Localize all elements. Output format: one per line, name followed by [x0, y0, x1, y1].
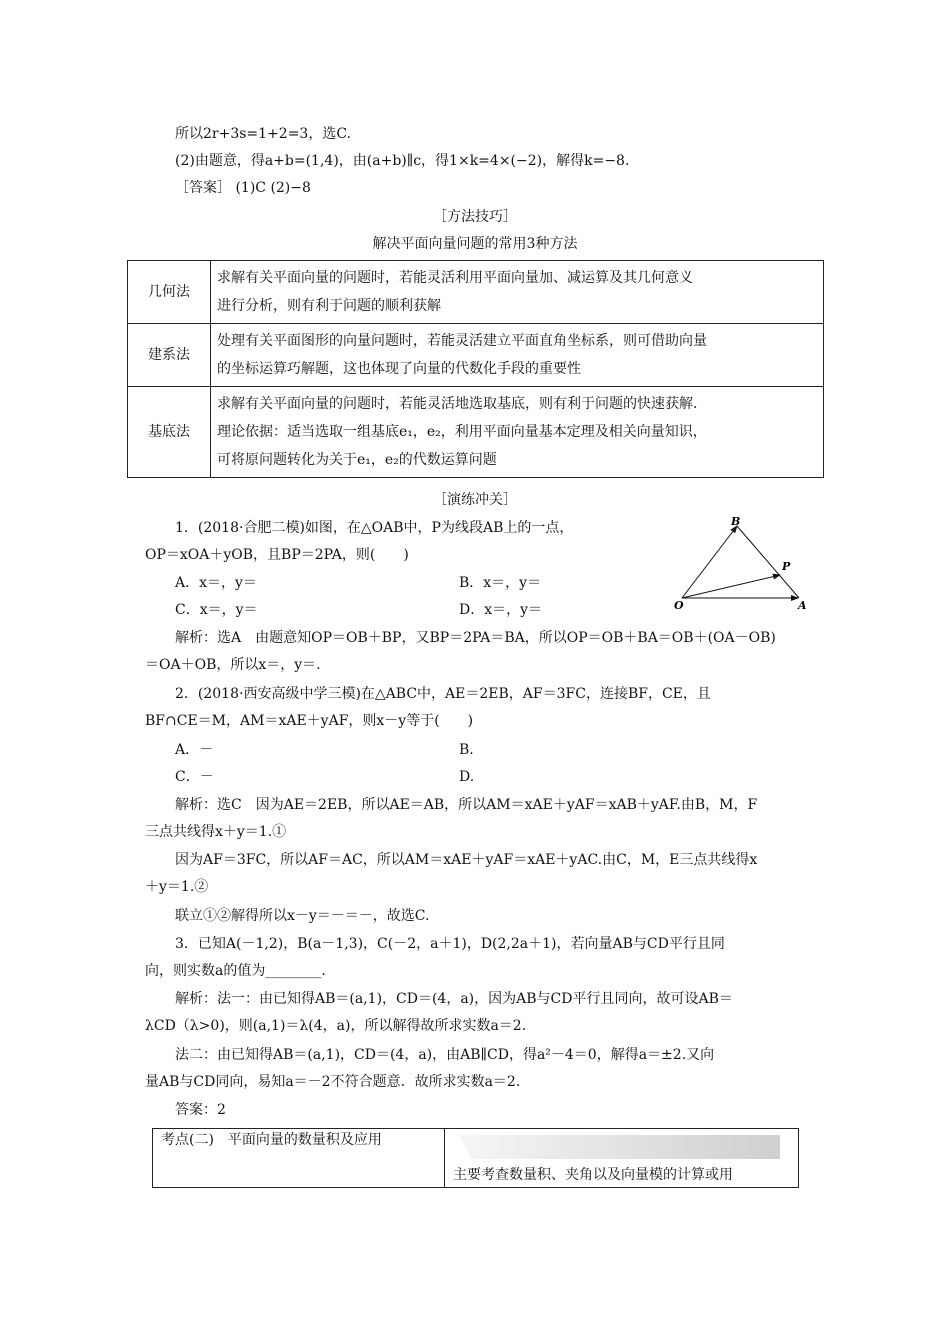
q3-solution: 法二：由已知得AB＝(a,1)，CD＝(4，a)，由AB∥CD，得a²－4＝0，解得a＝±2.又向: [175, 1047, 715, 1063]
practice-header: ［演练冲关］: [433, 492, 517, 508]
q3-solution: 解析：法一：由已知得AB＝(a,1)，CD＝(4，a)，因为AB与CD平行且同向，故可设AB＝: [175, 991, 733, 1007]
table-row: [128, 387, 824, 478]
table-row: [153, 1129, 799, 1188]
table-row: [128, 324, 824, 387]
kaodian-title: 考点(二) 平面向量的数量积及应用: [153, 1129, 445, 1188]
label-b: B: [731, 515, 741, 528]
desc-line: 的坐标运算巧解题，这也体现了向量的代数化手段的重要性: [217, 361, 581, 377]
q1-option-b: B．x＝，y＝: [459, 575, 542, 591]
q1-option-a: A．x＝，y＝: [175, 575, 257, 591]
q1-option-c: C．x＝，y＝: [175, 602, 258, 618]
kaodian-desc-cell: [445, 1129, 799, 1188]
desc-line: 求解有关平面向量的问题时，若能灵活利用平面向量加、减运算及其几何意义: [217, 270, 693, 286]
q2-solution: ＋y＝1.②: [145, 879, 209, 895]
method-desc: [211, 324, 824, 387]
method-name: 建系法: [128, 324, 211, 387]
decorative-bar: [459, 1135, 780, 1159]
label-a: A: [798, 599, 807, 612]
q3-stem: 向，则实数a的值为________.: [145, 963, 326, 979]
method-desc: [211, 387, 824, 478]
method-desc: [211, 261, 824, 324]
q3-solution: λCD（λ>0)，则(a,1)＝λ(4，a)，所以解得故所求实数a＝2.: [145, 1018, 527, 1034]
q2-stem: 2．(2018·西安高级中学三模)在△ABC中，AE＝2EB，AF＝3FC，连接BF，CE，且: [175, 686, 711, 702]
q2-option-d: D.: [459, 769, 475, 785]
q1-stem: OP＝xOA＋yOB，且BP＝2PA，则( ): [145, 547, 409, 563]
table-row: [128, 261, 824, 324]
q3-solution: 量AB与CD同向，易知a＝－2不符合题意．故所求实数a＝2.: [145, 1074, 521, 1090]
triangle-figure: [670, 515, 820, 615]
q2-option-a: A．－: [175, 742, 214, 758]
q3-answer: 答案：2: [175, 1102, 226, 1118]
methods-table: [127, 260, 824, 478]
method-name: 基底法: [128, 387, 211, 478]
label-p: P: [782, 560, 791, 573]
q1-option-d: D．x＝，y＝: [459, 602, 543, 618]
q2-option-c: C．－: [175, 769, 214, 785]
method-title: 解决平面向量问题的常用3种方法: [372, 236, 578, 252]
q2-solution: 三点共线得x＋y＝1.①: [145, 824, 287, 840]
kaodian-table: [152, 1128, 799, 1188]
q2-solution: 联立①②解得所以x－y＝－＝－，故选C.: [175, 908, 430, 924]
desc-line: 理论依据：适当选取一组基底e₁，e₂，利用平面向量基本定理及相关向量知识，: [217, 424, 707, 440]
desc-line: 可将原问题转化为关于e₁，e₂的代数运算问题: [217, 452, 497, 468]
answer-line: ［答案］ (1)C (2)−8: [175, 180, 311, 196]
desc-line: 处理有关平面图形的向量问题时，若能灵活建立平面直角坐标系，则可借助向量: [217, 333, 707, 349]
q2-stem: BF∩CE＝M，AM＝xAE＋yAF，则x－y等于( ): [145, 713, 474, 729]
q1-solution: 解析：选A 由题意知OP＝OB＋BP，又BP＝2PA＝BA，所以OP＝OB＋BA＝OB＋(OA－OB): [175, 630, 776, 646]
q2-solution: 解析：选C 因为AE＝2EB，所以AE＝AB，所以AM＝xAE＋yAF＝xAB＋yAF.由B，M，F: [175, 797, 758, 813]
q1-solution: ＝OA＋OB，所以x＝，y＝.: [145, 657, 321, 673]
label-o: O: [674, 599, 684, 612]
q2-option-b: B.: [459, 742, 474, 758]
q1-stem: 1．(2018·合肥二模)如图，在△OAB中，P为线段AB上的一点，: [175, 520, 574, 536]
method-header: ［方法技巧］: [433, 209, 517, 225]
desc-line: 进行分析，则有利于问题的顺利获解: [217, 298, 441, 314]
kaodian-desc: 主要考查数量积、夹角以及向量模的计算或用: [453, 1167, 733, 1183]
q3-stem: 3．已知A(－1,2)，B(a－1,3)，C(－2，a＋1)，D(2,2a＋1)，若向量AB与CD平行且同: [175, 936, 725, 952]
q2-solution: 因为AF＝3FC，所以AF＝AC，所以AM＝xAE＋yAF＝xAE＋yAC.由C，M，E三点共线得x: [175, 852, 758, 868]
desc-line: 求解有关平面向量的问题时，若能灵活地选取基底，则有利于问题的快速获解.: [217, 396, 698, 412]
method-name: 几何法: [128, 261, 211, 324]
text-line: (2)由题意，得a+b=(1,4)，由(a+b)∥c，得1×k=4×(−2)，解得k=−8.: [175, 153, 630, 169]
text-line: 所以2r+3s=1+2=3，选C.: [175, 126, 351, 142]
